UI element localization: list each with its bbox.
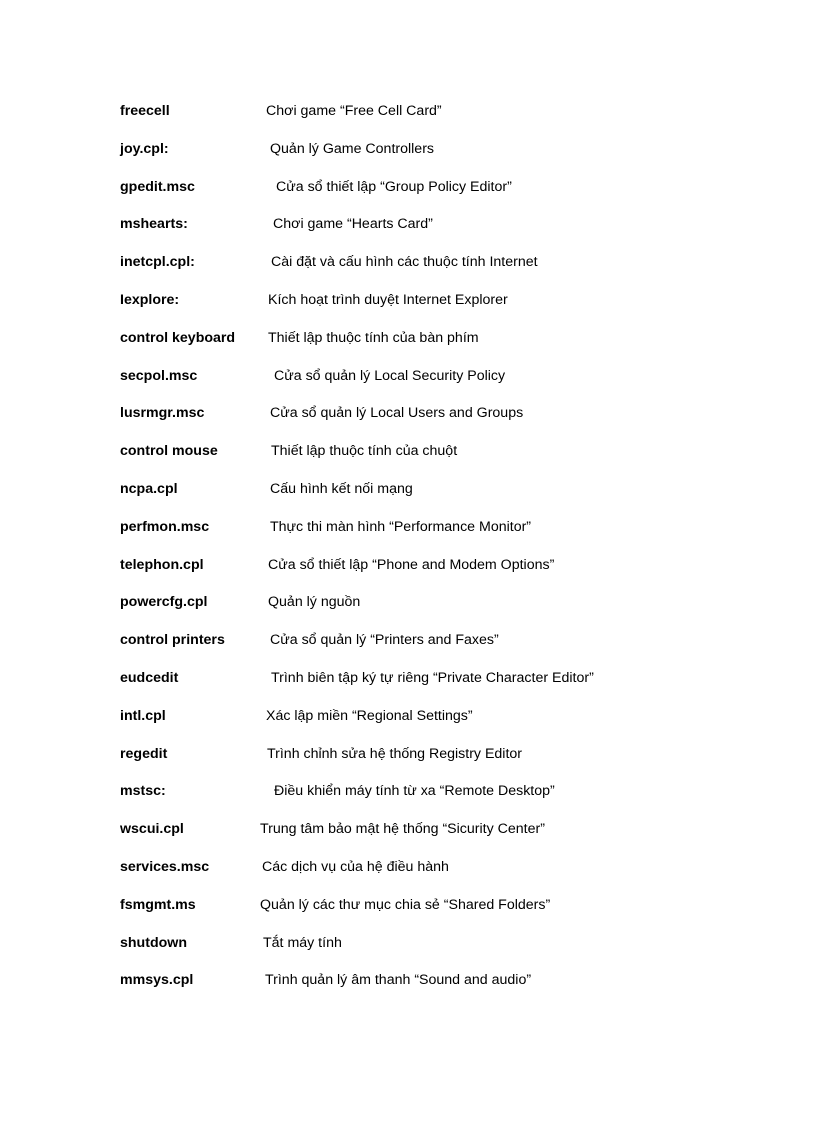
command-name: fsmgmt.ms — [120, 896, 196, 913]
command-row — [120, 554, 740, 592]
command-row — [120, 365, 740, 403]
command-description: Tắt máy tính — [263, 934, 342, 951]
command-name: services.msc — [120, 858, 210, 875]
command-row — [120, 176, 740, 214]
command-description: Điều khiển máy tính từ xa “Remote Desktop” — [274, 783, 555, 800]
command-row — [120, 932, 740, 970]
command-description: Thực thi màn hình “Performance Monitor” — [270, 518, 532, 535]
command-description: Trình chỉnh sửa hệ thống Registry Editor — [267, 745, 523, 762]
command-name: secpol.msc — [120, 367, 198, 384]
command-description: Quản lý Game Controllers — [270, 140, 435, 157]
command-description: Cửa sổ quản lý Local Users and Groups — [270, 405, 524, 422]
command-row — [120, 667, 740, 705]
command-row — [120, 327, 740, 365]
command-description: Trình quản lý âm thanh “Sound and audio” — [265, 972, 532, 989]
command-description: Quản lý nguồn — [268, 594, 361, 611]
command-description: Chơi game “Free Cell Card” — [266, 103, 442, 119]
command-row — [120, 100, 740, 138]
command-description: Cấu hình kết nối mạng — [270, 480, 413, 497]
command-row — [120, 818, 740, 856]
command-row — [120, 251, 740, 289]
command-name: inetcpl.cpl: — [120, 254, 195, 271]
command-description: Xác lập miền “Regional Settings” — [266, 707, 473, 724]
command-description: Quản lý các thư mục chia sẻ “Shared Folders” — [260, 896, 551, 913]
command-row — [120, 516, 740, 554]
command-name: eudcedit — [120, 669, 179, 686]
command-row — [120, 402, 740, 440]
command-row — [120, 289, 740, 327]
command-row — [120, 440, 740, 478]
command-row — [120, 969, 740, 1007]
command-row — [120, 894, 740, 932]
command-description: Chơi game “Hearts Card” — [273, 216, 433, 233]
command-description: Trung tâm bảo mật hệ thống “Sicurity Center” — [260, 821, 545, 838]
command-description: Các dịch vụ của hệ điều hành — [262, 858, 449, 875]
command-description: Thiết lập thuộc tính của bàn phím — [268, 329, 479, 346]
command-description: Kích hoạt trình duyệt Internet Explorer — [268, 291, 508, 308]
command-name: powercfg.cpl — [120, 594, 208, 611]
command-name: wscui.cpl — [120, 821, 184, 838]
command-name: control mouse — [120, 443, 218, 460]
command-name: lusrmgr.msc — [120, 405, 205, 422]
command-name: regedit — [120, 745, 168, 762]
command-description: Thiết lập thuộc tính của chuột — [271, 443, 458, 460]
command-name: shutdown — [120, 934, 187, 951]
command-name: mshearts: — [120, 216, 188, 233]
command-name: control keyboard — [120, 329, 236, 346]
command-row — [120, 705, 740, 743]
command-description: Trình biên tập ký tự riêng “Private Character Editor” — [271, 669, 594, 686]
command-name: mmsys.cpl — [120, 972, 194, 989]
command-name: Iexplore: — [120, 291, 180, 308]
command-name: freecell — [120, 103, 170, 119]
command-description: Cửa sổ thiết lập “Group Policy Editor” — [276, 178, 512, 195]
command-row — [120, 138, 740, 176]
command-row — [120, 856, 740, 894]
command-description: Cửa sổ quản lý Local Security Policy — [274, 367, 506, 384]
command-name: ncpa.cpl — [120, 480, 178, 497]
command-name: mstsc: — [120, 783, 166, 800]
command-name: gpedit.msc — [120, 178, 195, 195]
command-row — [120, 780, 740, 818]
command-description: Cửa sổ thiết lập “Phone and Modem Options” — [268, 556, 555, 573]
command-description: Cửa sổ quản lý “Printers and Faxes” — [270, 632, 499, 649]
command-name: intl.cpl — [120, 707, 166, 724]
command-name: perfmon.msc — [120, 518, 210, 535]
command-row — [120, 213, 740, 251]
command-row — [120, 591, 740, 629]
command-row — [120, 478, 740, 516]
command-name: control printers — [120, 632, 225, 649]
command-description: Cài đặt và cấu hình các thuộc tính Internet — [271, 254, 538, 271]
command-name: telephon.cpl — [120, 556, 204, 573]
command-list — [120, 100, 740, 1007]
command-name: joy.cpl: — [120, 140, 169, 157]
command-row — [120, 629, 740, 667]
command-row — [120, 743, 740, 781]
